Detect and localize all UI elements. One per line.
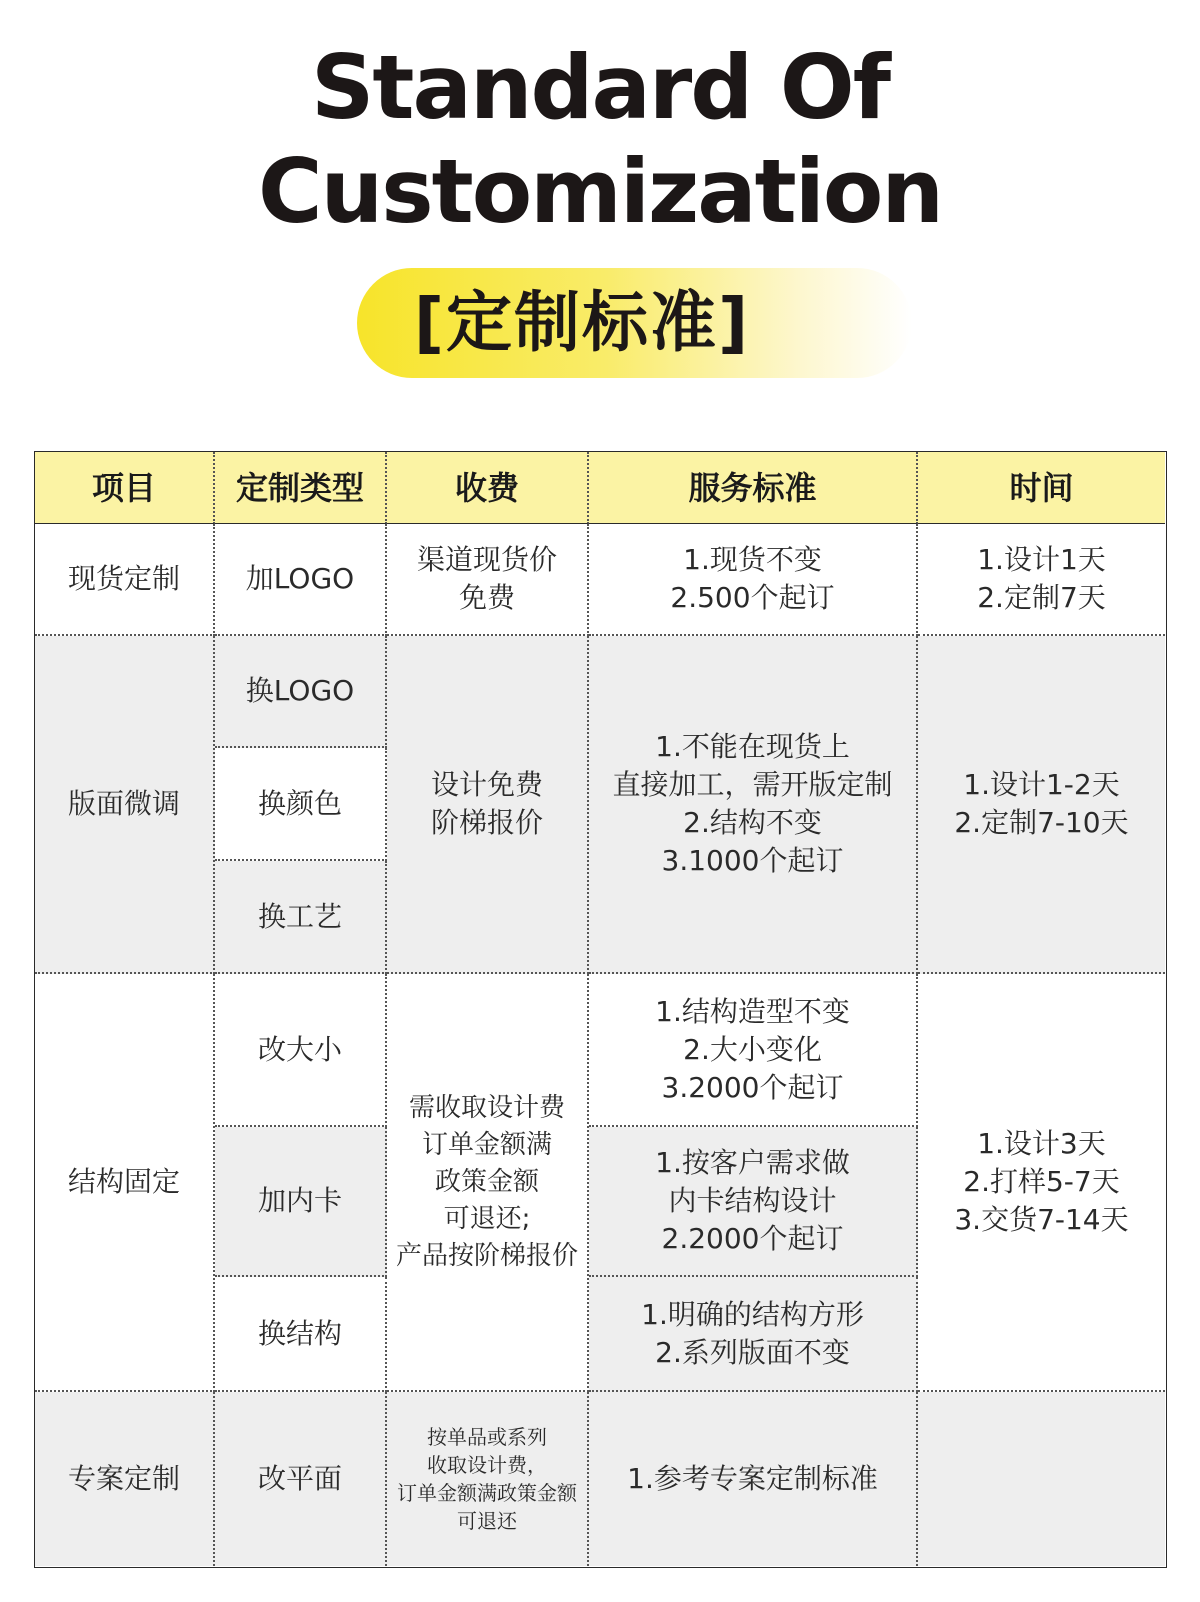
row2-standard: 1.不能在现货上 直接加工，需开版定制 2.结构不变 3.1000个起订	[589, 636, 918, 974]
row3-fee: 需收取设计费 订单金额满 政策金额 可退还; 产品按阶梯报价	[387, 974, 589, 1392]
row1-project: 现货定制	[35, 524, 215, 636]
row2-project: 版面微调	[35, 636, 215, 974]
title-line-1: Standard Of	[311, 36, 889, 139]
row3-standard-3: 1.明确的结构方形 2.系列版面不变	[589, 1277, 918, 1392]
row3-type-3: 换结构	[215, 1277, 387, 1392]
customization-table	[34, 451, 1167, 1568]
header-fee: 收费	[387, 452, 589, 524]
row1-type: 加LOGO	[215, 524, 387, 636]
row4-standard: 1.参考专案定制标准	[589, 1392, 918, 1566]
row4-fee: 按单品或系列 收取设计费， 订单金额满政策金额 可退还	[387, 1392, 589, 1566]
header-standard: 服务标准	[589, 452, 918, 524]
row2-type-2: 换颜色	[215, 748, 387, 861]
row3-standard-1: 1.结构造型不变 2.大小变化 3.2000个起订	[589, 974, 918, 1127]
row3-standard-2: 1.按客户需求做 内卡结构设计 2.2000个起订	[589, 1127, 918, 1277]
row3-project: 结构固定	[35, 974, 215, 1392]
header-type: 定制类型	[215, 452, 387, 524]
header-project: 项目	[35, 452, 215, 524]
row4-type: 改平面	[215, 1392, 387, 1566]
row2-type-3: 换工艺	[215, 861, 387, 974]
subtitle: [定制标准]	[413, 284, 751, 361]
title-line-2: Customization	[258, 140, 942, 243]
row4-time	[918, 1392, 1165, 1566]
row1-time: 1.设计1天 2.定制7天	[918, 524, 1165, 636]
row3-type-1: 改大小	[215, 974, 387, 1127]
row1-standard: 1.现货不变 2.500个起订	[589, 524, 918, 636]
row2-type-1: 换LOGO	[215, 636, 387, 748]
header-time: 时间	[918, 452, 1165, 524]
row2-fee: 设计免费 阶梯报价	[387, 636, 589, 974]
row4-project: 专案定制	[35, 1392, 215, 1566]
row2-time: 1.设计1-2天 2.定制7-10天	[918, 636, 1165, 974]
row1-fee: 渠道现货价 免费	[387, 524, 589, 636]
row3-type-2: 加内卡	[215, 1127, 387, 1277]
row3-time: 1.设计3天 2.打样5-7天 3.交货7-14天	[918, 974, 1165, 1392]
